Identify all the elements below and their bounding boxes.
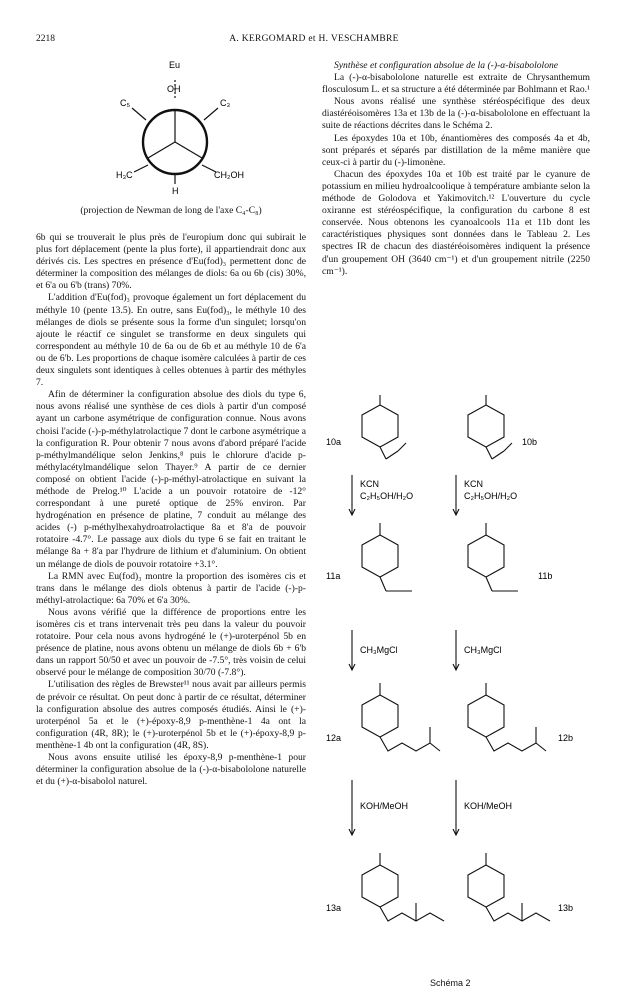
paragraph: L'utilisation des règles de Brewster¹¹ nous avait par ailleurs permis de prévoir ce résultat. On peut donc à partir de ce résultat, déterminer la configuration absolue des autres composés étudiés. Ainsi le (+)-uroterpénol 5a et le (+)-époxy-8,9 p-menthène-1 4a ont la configuration (4R, 8R); le (+)-uroterpénol 5b et le (+)-époxy-8,9 p-menthène-1 4b ont la configuration (4R, 8S). <box>36 679 306 751</box>
paragraph: La (-)-α-bisabololone naturelle est extraite de Chrysanthemum flosculosum L. et sa structure a été déterminée par Bohlmann et Rao.¹ <box>322 72 590 96</box>
paragraph: Nous avons réalisé une synthèse stéréospécifique des deux diastéréoisomères 13a et 13b de la (-)-α-bisabololone en effectuant la suite de réactions décrites dans le Schéma 2. <box>322 96 590 132</box>
compound-label: 13b <box>558 903 574 913</box>
reagent-label: KOH/MeOH <box>360 801 409 811</box>
paragraph: 6b qui se trouverait le plus près de l'europium donc qui subirait le plus fort déplacement (pente la plus forte), il appartiendrait donc aux dérivés cis. Les spectres en présence d'Eu(fod)₃ permettent donc de déterminer la composition des mélanges de diols: 6a ou 6b (cis) 30%, et 6'a ou 6'b (trans) 70%. <box>36 232 306 292</box>
scheme-2-figure <box>322 395 590 970</box>
newman-projection-figure <box>36 58 306 218</box>
scheme-caption: Schéma 2 <box>430 978 471 988</box>
paragraph: Nous avons ensuite utilisé les époxy-8,9 p-menthène-1 pour déterminer la configuration absolue de la (-)-α-bisabololone naturelle et du (+)-α-bisabolol naturel. <box>36 752 306 788</box>
paragraph: La RMN avec Eu(fod)₃ montre la proportion des isomères cis et trans dans le mélange des diols obtenus à partir de l'acide (-)-p-méthyl-atrolactique: 6a 70% et 6'a 30%. <box>36 570 306 606</box>
paragraph: Chacun des époxydes 10a et 10b est traité par le cyanure de potassium en milieu hydroalcoolique à température ambiante selon la méthode de Golodova et Yakimovitch.¹² L'ouverture du cycle oxiranne est stéréospécifique, la configuration du carbone 8 est conservée. Nous obtenons les cyanoalcools 11a et 11b dont les caractéristiques physiques sont données dans le Tableau 2. Les spectres IR de chacun des diastéréoisomères indiquent la présence d'un groupement OH (3640 cm⁻¹) et d'un groupement nitrile (2250 cm⁻¹). <box>322 168 590 277</box>
reagent-label: C₂H₅OH/H₂O <box>464 491 518 501</box>
left-column <box>36 232 306 788</box>
reagent-label: CH₃MgCl <box>464 645 502 655</box>
section-title: Synthèse et configuration absolue de la (-)-α-bisabololone <box>334 60 559 71</box>
newman-label-h3c: H₃C <box>116 170 133 180</box>
newman-label-ch2oh: CH₂OH <box>214 170 244 180</box>
running-header <box>36 34 592 48</box>
reagent-label: KCN <box>360 479 380 489</box>
paragraph: Afin de déterminer la configuration absolue des diols du type 6, nous avons réalisé une synthèse de ces diols à partir d'un composé ayant un carbone asymétrique de configuration connue. Nous avons choisi l'acide (-)-p-méthylatrolactique 7 dont le carbone asymétrique a la configuration R. Pour obtenir 7 nous avons d'abord préparé l'acide p-méthylmandélique selon Jenkins,⁸ puis le chlorure d'acide p-méthylacétylmandélique selon Thayer.⁹ A partir de ce dernier composé on obtient l'acide (-)-p-méthyl-atrolactique en suivant la méthode de Prelog.¹⁰ L'acide a un pouvoir rotatoire de -12° correspondant à une pureté optique de 25% environ. Par hydrogénation en présence de platine, 7 conduit au mélange des acides (-) p-méthylhexahydroatrolactique 8a et 8'a de pouvoir rotatoire -4.7°. Le passage aux diols du type 6 se fait en traitant le mélange 8a + 8'a par l'hydrure de lithium et d'aluminium. On obtient un mélange de diols de pouvoir rotatoire +3.1°. <box>36 389 306 570</box>
right-column <box>322 60 590 278</box>
newman-label-h: H <box>172 186 179 196</box>
compound-label: 11b <box>538 571 553 581</box>
newman-label-c5: C₅ <box>120 98 131 108</box>
paragraph: Les époxydes 10a et 10b, énantiomères des composés 4a et 4b, sont préparés et séparés par distillation de la même manière que ceux-ci à partir du (-)-limonène. <box>322 132 590 168</box>
compound-label: 11a <box>326 571 341 581</box>
compound-label: 10b <box>522 437 538 447</box>
paragraph: L'addition d'Eu(fod)₃ provoque également un fort déplacement du méthyle 10 (pente 13.5). En outre, sans Eu(fod)₃, le méthyle 10 des mélanges de diols se présente sous la forme d'un singulet; lorsqu'on ajoute le réactif ce singulet se transforme en deux singulets qui correspondent au méthyle 10 de 6a ou de 6b et au méthyle 10 de 6'a ou de 6'b. Les proportions de chaque isomère calculées à partir de ces deux singulets sont identiques à celles obtenues à partir des méthyles 7. <box>36 292 306 389</box>
newman-label-c3: C₃ <box>220 98 231 108</box>
reagent-label: KCN <box>464 479 484 489</box>
newman-label-eu: Eu <box>169 60 181 70</box>
compound-label: 13a <box>326 903 342 913</box>
compound-label: 12a <box>326 733 342 743</box>
newman-caption: (projection de Newman de long de l'axe C₄-C₈) <box>80 205 262 216</box>
compound-label: 12b <box>558 733 574 743</box>
reagent-label: KOH/MeOH <box>464 801 513 811</box>
running-title: A. KERGOMARD et H. VESCHAMBRE <box>229 34 399 44</box>
page-number: 2218 <box>36 34 55 44</box>
paragraph: Nous avons vérifié que la différence de proportions entre les isomères cis et trans intervenait très peu dans la valeur du pouvoir rotatoire. Pour cela nous avons hydrogéné le (+)-uroterpénol 5b en présence de platine, nous avons obtenu un mélange de diols 6b + 6'b dans un rapport 50/50 et avec un pouvoir de -7.5°, très voisin de celui observé pour le mélange de composition 30/70 (-7.8°). <box>36 606 306 679</box>
newman-label-oh: OH <box>167 84 181 94</box>
compound-label: 10a <box>326 437 342 447</box>
reagent-label: CH₃MgCl <box>360 645 398 655</box>
reagent-label: C₂H₅OH/H₂O <box>360 491 414 501</box>
